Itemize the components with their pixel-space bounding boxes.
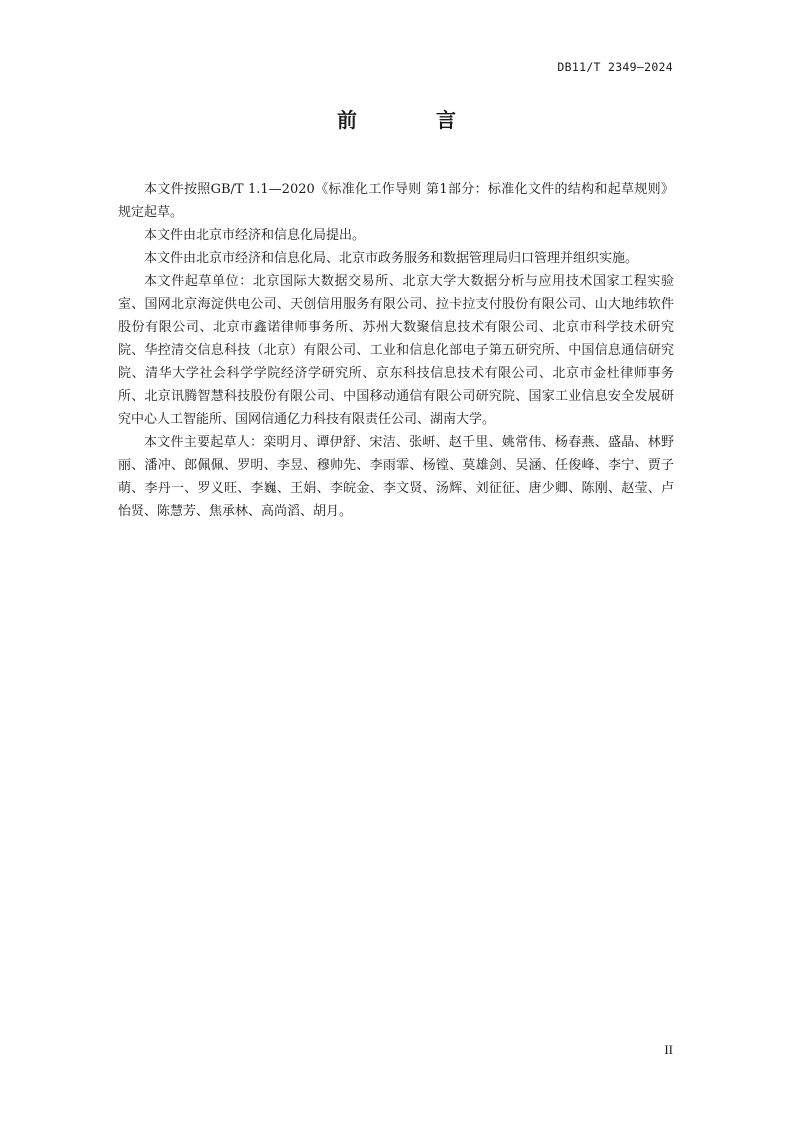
paragraph-main-drafters: 本文件主要起草人：栾明月、谭伊舒、宋洁、张岍、赵千里、姚常伟、杨春燕、盛晶、林野丽、潘冲、郎佩佩、罗明、李昱、穆帅先、李雨霏、杨镗、莫雄剑、吴涵、任俊峰、李宁、贾子萌、李丹一、罗义旺、李巍、王娟、李皖金、李文贤、汤辉、刘征征、唐少卿、陈刚、赵莹、卢怡贤、陈慧芳、焦承林、高尚滔、胡月。 [118,435,674,519]
page-number: II [664,1042,673,1057]
paragraph-drafting-organizations: 本文件起草单位：北京国际大数据交易所、北京大学大数据分析与应用技术国家工程实验室、国网北京海淀供电公司、天创信用服务有限公司、拉卡拉支付股份有限公司、山大地纬软件股份有限公司、北京市鑫诺律师事务所、苏州大数聚信息技术有限公司、北京市科学技术研究院、华控清交信息科技（北京）有限公司、工业和信息化部电子第五研究所、中国信息通信研究院、清华大学社会科学学院经济学研究所、京东科技信息技术有限公司、北京市金杜律师事务所、北京讯腾智慧科技股份有限公司、中国移动通信有限公司研究院、国家工业信息安全发展研究中心人工智能所、国网信通亿力科技有限责任公司、湖南大学。 [118,274,674,427]
foreword-body [118,178,674,523]
paragraph-drafting-rules: 本文件按照GB/T 1.1—2020《标准化工作导则 第1部分：标准化文件的结构和起草规则》规定起草。 [118,182,674,220]
document-code: DB11/T 2349—2024 [557,60,673,74]
paragraph-managed-by: 本文件由北京市经济和信息化局、北京市政务服务和数据管理局归口管理并组织实施。 [144,251,639,266]
section-title: 前 言 [337,108,492,132]
paragraph-proposed-by: 本文件由北京市经济和信息化局提出。 [144,228,366,243]
